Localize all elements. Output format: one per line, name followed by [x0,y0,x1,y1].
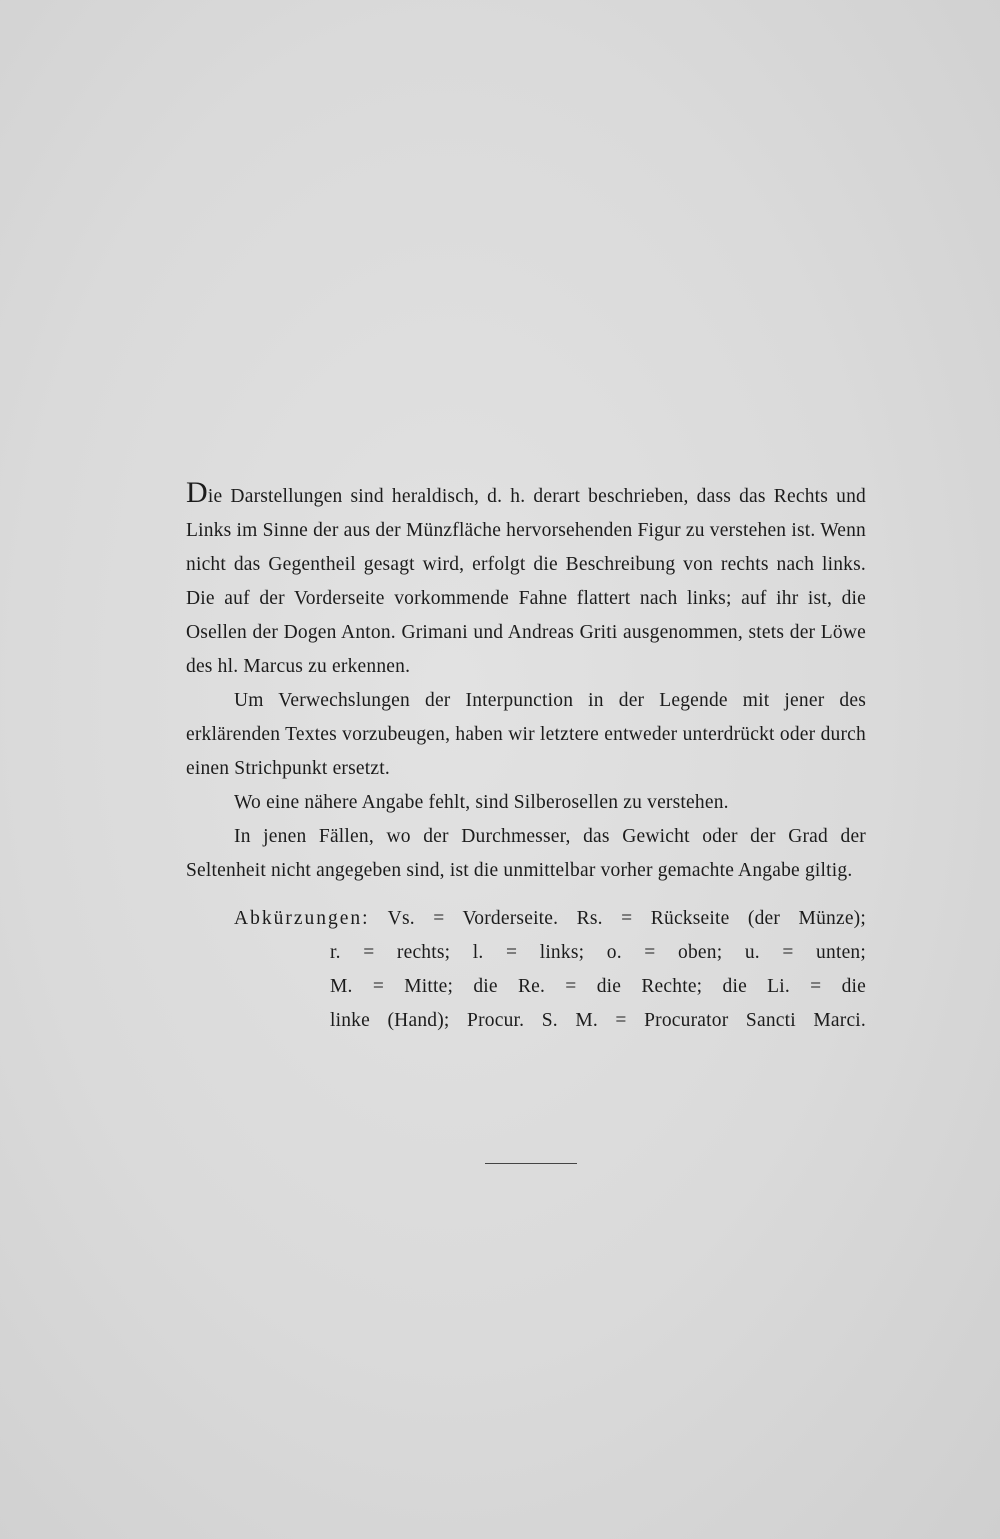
abbreviations-continuation [234,936,866,1038]
closing-rule [485,1163,577,1164]
abbreviations-first-line [234,902,866,936]
abbreviation-line-1: Vs. = Vorderseite. Rs. = Rückseite (der Münze); [387,908,866,929]
abbreviations-section [186,902,866,1038]
abbreviation-line-4: linke (Hand); Procur. S. M. = Procurator Sancti Marci. [330,1010,866,1031]
abbreviation-line-2: r. = rechts; l. = links; o. = oben; u. = unten; [330,942,866,963]
abbreviation-line-3: M. = Mitte; die Re. = die Rechte; die Li. = die [330,976,866,997]
paragraph-silver-osellen: Wo eine nähere Angabe fehlt, sind Silberosellen zu verstehen. [234,792,729,813]
paragraph-1-text: ie Darstellungen sind heraldisch, d. h. derart beschrieben, dass das Rechts und Links im Sinne der aus der Münzfläche hervorsehenden Figur zu verstehen ist. Wenn nicht das Gegentheil gesagt wird, erfolgt die Beschreibung von rechts nach links. Die auf der Vorderseite vorkommende Fahne flattert nach links; auf ihr ist, die Osellen der Dogen Anton. Grimani und Andreas Griti ausgenommen, stets der Löwe des hl. Marcus zu erkennen. [186,486,866,677]
abbreviations-heading: Abkürzungen: [234,908,370,929]
paragraph-description-rules [186,478,866,684]
paragraph-interpunction: Um Verwechslungen der Interpunction in der Legende mit jener des erklärenden Textes vorzubeugen, haben wir letztere entweder unterdrückt oder durch einen Strichpunkt ersetzt. [186,690,866,779]
preface-text [186,478,866,1038]
initial-letter: D [186,476,208,509]
paragraph-missing-data: In jenen Fällen, wo der Durchmesser, das Gewicht oder der Grad der Seltenheit nicht angegeben sind, ist die unmittelbar vorher gemachte Angabe giltig. [186,826,866,881]
